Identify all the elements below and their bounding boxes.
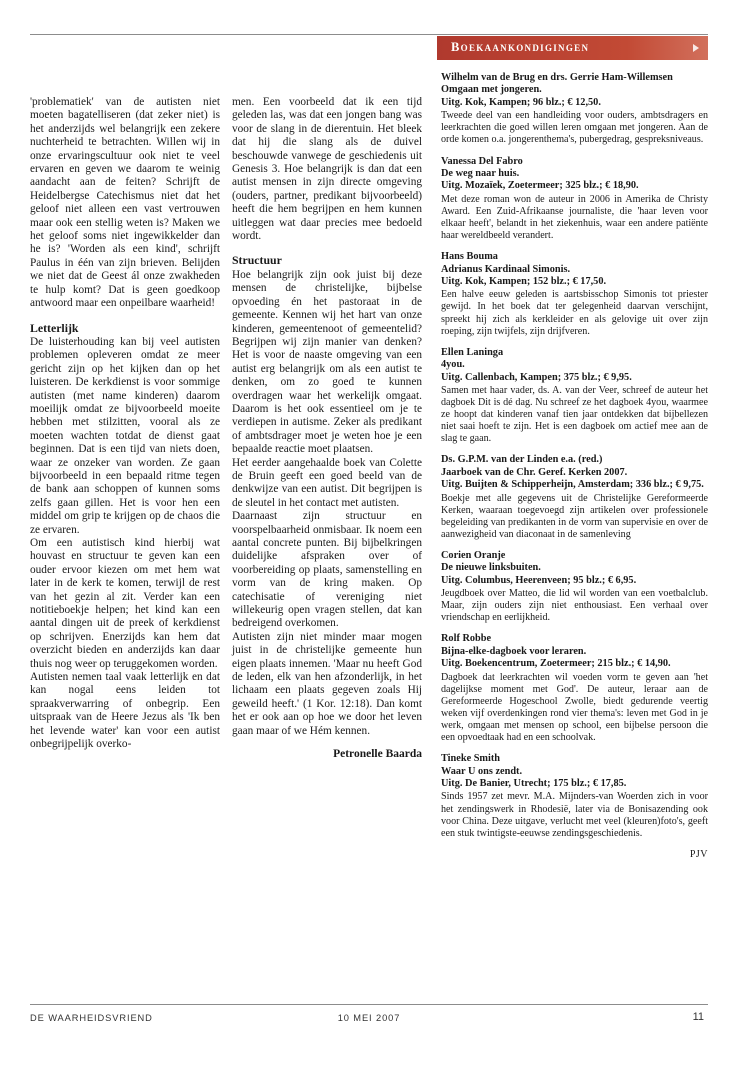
- book-title: Bijna-elke-dagboek voor leraren.: [441, 645, 587, 657]
- book-description: Dagboek dat leerkrachten wil voeden vorm te geven aan 'het dagelijkse moment met God'. De auteur, leraar aan de Gereformeerde Hogeschool Zwolle, biedt gedurende veertig weken vijf overdenkingen rond vier thema's: leven met God in je werk, omgaan met mensen op school, een bijbelse persoon die een opvoedtaak had en een schoolvak.: [441, 671, 708, 744]
- book-author: Tineke Smith: [441, 753, 501, 765]
- paragraph: Het eerder aangehaalde boek van Colette de Bruin geeft een goed beeld van de denkwijze van een autist. Dit begrijpen is de sleutel in het contact met autisten.: [232, 456, 422, 509]
- book-publisher: Uitg. Buijten & Schipperheijn, Amsterdam; 336 blz.; € 9,75.: [441, 479, 704, 491]
- article-column-2: [232, 96, 422, 762]
- book-author: Vanessa Del Fabro: [441, 155, 523, 167]
- subheading-letterlijk: Letterlijk: [30, 320, 79, 335]
- book-author: Wilhelm van de Brug en drs. Gerrie Ham-Willemsen: [441, 72, 673, 83]
- book-description: Met deze roman won de auteur in 2006 in Amerika de Christy Award. Een Zuid-Afrikaanse journaliste, die 'haar leven voor elkaar heeft', belandt in het ziekenhuis, waar een andere patiënte haar wereldbeeld verandert.: [441, 193, 708, 241]
- footer-page-number: 11: [692, 1011, 704, 1023]
- book-description: Boekje met alle gegevens uit de Christelijke Gereformeerde Kerken, waaraan toegevoegd zijn artikelen over professionele begeleiding van predikanten in de vorm van supervisie en over de aanwezigheid van diaconaat in de samenleving: [441, 492, 708, 540]
- book-description: Samen met haar vader, ds. A. van der Veer, schreef de auteur het dagboek Dit is dé dag. Nu schreef ze het dagboek 4you, waarmee ze hoopt dat kinderen vanaf tien jaar ontdekken dat bijbellezen niet saai hoeft te zijn. Het is een dagboek om actief mee aan de slag te gaan.: [441, 384, 708, 445]
- book-author: Corien Oranje: [441, 549, 506, 561]
- subheading-structuur: Structuur: [232, 253, 282, 268]
- footer-publication: DE WAARHEIDSVRIEND: [30, 1013, 153, 1023]
- paragraph: 'problematiek' van de autisten niet moeten bagatelliseren (dat zeker niet) is het anderzijds wel belangrijk een zekere nuchterheid te betrachten. Willen wij in onze ervaringscultuur ook niet te veel ervaren en geven we daarom te weinig aandacht aan de feiten? Schrijft de Heidelbergse Catechismus niet dat het geloof niet alleen een vast vertrouwen maar ook een stellig weten is? Maken we het geloof soms niet ingewikkelder dan he is? 'Worden als een kind', schrijft Paulus in één van zijn brieven. Belijden we niet dat de Geest ál onze zwakheden te hulp komt? Dat is geen goedkoop antwoord maar een onpeilbare waarheid!: [30, 96, 220, 310]
- book-title: 4you.: [441, 359, 465, 371]
- book-title: Jaarboek van de Chr. Geref. Kerken 2007.: [441, 466, 628, 478]
- book-title: De weg naar huis.: [441, 167, 520, 179]
- book-publisher: Uitg. Mozaïek, Zoetermeer; 325 blz.; € 18,90.: [441, 180, 639, 192]
- book-publisher: Uitg. Kok, Kampen; 152 blz.; € 17,50.: [441, 275, 607, 287]
- book-publisher: Uitg. De Banier, Utrecht; 175 blz.; € 17,85.: [441, 778, 627, 790]
- editor-initials: PJV: [689, 848, 708, 860]
- book-description: Jeugdboek over Matteo, die lid wil worden van een voetbalclub. Maar, zijn ouders zijn niet enthousiast. Een verhaal over vriendschap en eerlijkheid.: [441, 588, 708, 624]
- book-entry: [441, 347, 708, 446]
- book-publisher: Uitg. Boekencentrum, Zoetermeer; 215 blz.; € 14,90.: [441, 658, 671, 670]
- paragraph: Autisten nemen taal vaak letterlijk en dat kan nogal eens leiden tot spraakverwarring of onbegrip. Een uitspraak van de Heere Jezus als 'Ik ben het levende water' kan voor een autist onbegrijpelijk overko-: [30, 671, 220, 751]
- book-entry: [441, 753, 708, 840]
- paragraph: Daarnaast zijn structuur en voorspelbaarheid onmisbaar. Ik noem een aantal concrete punten. Bij bijbelkringen duidelijke afspraken over of voorbereiding op plaats, samenstelling en vorm van de kring maken. Op catechisatie of vereniging niet willekeurig open vragen stellen, dat kan bedreigend overkomen.: [232, 510, 422, 630]
- book-entry: [441, 72, 708, 147]
- book-author: Hans Bouma: [441, 251, 498, 263]
- book-title: Omgaan met jongeren.: [441, 84, 542, 96]
- bottom-rule: [30, 1004, 708, 1005]
- book-author: Ellen Laninga: [441, 346, 504, 358]
- book-title: Waar U ons zendt.: [441, 765, 523, 777]
- book-description: Een halve eeuw geleden is aartsbisschop Simonis tot priester gewijd. In het boek dat ter gelegenheid daarvan verschijnt, spreekt hij zich als kerkleider en als gelovige uit over zijn roeping, zijn twijfels, zijn drijfveren.: [441, 289, 708, 337]
- article-column-1: [30, 96, 220, 752]
- book-title: Adrianus Kardinaal Simonis.: [441, 263, 571, 275]
- article-byline: Petronelle Baarda: [333, 748, 422, 761]
- book-entry: [441, 633, 708, 744]
- book-author: Rolf Robbe: [441, 633, 492, 645]
- book-publisher: Uitg. Kok, Kampen; 96 blz.; € 12,50.: [441, 96, 601, 108]
- book-publisher: Uitg. Callenbach, Kampen; 375 blz.; € 9,95.: [441, 371, 632, 383]
- book-description: Tweede deel van een handleiding voor ouders, ambtsdragers en leerkrachten die goed willen leren omgaan met jongeren. Aan de orde komen o.a. jongerenthema's, pubergedrag, gespreksniveaus.: [441, 110, 708, 146]
- book-entry: [441, 454, 708, 541]
- paragraph: Autisten zijn niet minder maar mogen juist in de christelijke gemeente hun eigen plaats innemen. 'Maar nu heeft God de leden, elk van hen afzonderlijk, in het lichaam een plaats gegeven zoals Hij geweild heeft.' (1 Kor. 12:18). Dan komt het er ook aan op hoe we door het leven gaan maar of we Hém kennen.: [232, 630, 422, 737]
- book-publisher: Uitg. Columbus, Heerenveen; 95 blz.; € 6,95.: [441, 574, 637, 586]
- book-title: De nieuwe linksbuiten.: [441, 562, 541, 574]
- paragraph: men. Een voorbeeld dat ik een tijd geleden las, was dat een jongen bang was voor de slang in de dierentuin. Het bleek dat hij die slang als de duivel beschouwde vanwege de geschiedenis uit Genesis 3. Hoe belangrijk is dan dat een autist mensen in zijn directe omgeving (ouders, partner, predikant bijvoorbeeld) heeft die hem begrijpen en hem kunnen uitleggen wat daar precies mee bedoeld wordt.: [232, 96, 422, 243]
- top-rule: [30, 34, 708, 35]
- book-author: Ds. G.P.M. van der Linden e.a. (red.): [441, 454, 603, 466]
- paragraph: Om een autistisch kind hierbij wat houvast en structuur te geven kan een ouder ervoor kiezen om met hem wat later in de kerk te komen, terwijl de rest van het gezin al zit. Verder kan een notitieboekje helpen; het kind kan een aantal dingen uit de preek of kerkdienst op schrijven. Enerzijds kan hem dat overzicht bieden en anderzijds kan daar thuis nog weer op teruggekomen worden.: [30, 537, 220, 670]
- book-announcements-column: [441, 72, 708, 861]
- paragraph: Hoe belangrijk zijn ook juist bij deze mensen de christelijke, bijbelse opvoeding én het pastoraat in de gemeente. Kennen wij het hart van onze kinderen, gemeentenoot of gemeentelid? Begrijpen wij zijn manier van denken? Het is voor de naaste omgeving van een autist erg belangrijk om als een autist te denken, om zo goed te kunnen overdragen waar het werkelijk omgaat. Daarom is het ook essentieel om je te verdiepen in autisme. Zeker als predikant of ambtsdrager moet je weten hoe je een bepaalde reactie moet plaatsen.: [232, 268, 422, 456]
- section-banner-title: Boekaankondigingen: [451, 40, 590, 54]
- triangle-right-icon: [693, 44, 699, 52]
- paragraph: De luisterhouding kan bij veel autisten problemen opleveren omdat ze meer gericht zijn op het kijken dan op het luisteren. De kerkdienst is voor sommige autisten (met name kinderen) daarom moeilijk omdat ze bijvoorbeeld moeite hebben met stilzitten, vooral als ze moeten wachten totdat de dienst gaat beginnen. Dat is een tijd van niets doen, waar ze onzeker van worden. Ze gaan bijvoorbeeld in een bepaald ritme tegen de bank aan schoppen of kunnen soms zelfs gaan gillen. Het is voor hen een middel om grip te krijgen op de chaos die ze ervaren.: [30, 335, 220, 536]
- book-description: Sinds 1957 zet mevr. M.A. Mijnders-van Woerden zich in voor het zendingswerk in Rhodesië, later via de Bonisazending ook voor China. Deze uitgave, verlucht met veel (kleuren)foto's, geeft een stuk twintigste-eeuwse zendingsgeschiedenis.: [441, 791, 708, 839]
- book-entry: [441, 156, 708, 243]
- section-banner: [437, 36, 708, 60]
- book-entry: [441, 251, 708, 338]
- footer-date: 10 MEI 2007: [337, 1013, 401, 1023]
- book-entry: [441, 550, 708, 625]
